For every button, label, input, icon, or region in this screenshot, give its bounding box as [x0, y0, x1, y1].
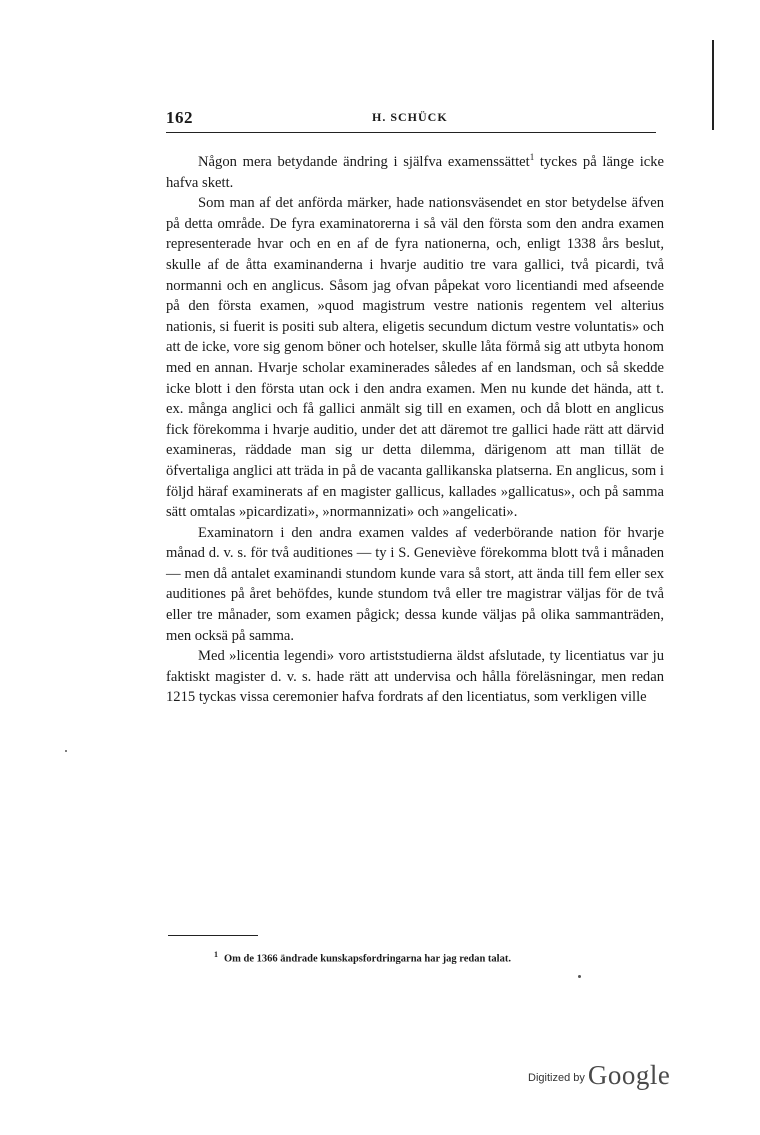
- page-number: 162: [166, 108, 193, 127]
- paragraph-1-text-after: tyckes på länge icke hafva skett.: [166, 154, 665, 191]
- page-edge-line: [712, 40, 714, 130]
- scan-speck: [65, 750, 67, 752]
- google-digitized-watermark: [528, 1054, 670, 1090]
- footnote-rule: [168, 935, 258, 936]
- header-rule: [166, 132, 656, 133]
- scan-speck: [578, 975, 581, 978]
- paragraph-2: Som man af det anförda märker, hade nationsväsendet en stor betydelse äfven på detta område. De fyra examinatorerna i så väl den första som den andra examen representerade hvar och en en af de fyra nationerna, och, enligt 1338 års beslut, skulle af de åtta examinanderna i hvarje auditio tre vara gallici, två picardi, två normanni och en anglicus. Såsom jag ofvan påpekat voro licentiandi med afseende på den första examen, »quod magistrum vestre nationis regentem vel alterius nationis, si fuerit is positi sub altera, eligetis secundum dictum vestre voluntatis» och att de icke, vore sig genom böner och hotelser, skulle låta förmå sig att utbyta honom med en annan. Hvarje scholar examinerades således af en landsman, och så skedde icke blott i den första utan ock i den andra examen. Men nu kunde det hända, att t. ex. många anglici och få gallici anmält sig till en examen, och då blott en anglicus fick förekomma i hvarje auditio, under det att däremot tre gallici hade rätt att därvid examineras, räddade man sig ur detta dilemma, därigenom att man tillät de öfvertaliga anglici att träda in på de vacanta gallikanska platserna. En anglicus, som i följd häraf examinerats af en magister gallicus, kallades »gallicatus», och på samma sätt omtalas »picardizati», »normannizati» och »angelicati».: [166, 195, 664, 521]
- footnote-marker: 1: [214, 950, 218, 959]
- paragraph-4: Med »licentia legendi» voro artiststudierna äldst afslutade, ty licentiatus var ju faktiskt magister d. v. s. hade rätt att undervisa och hålla föreläsningar, men redan 1215 tyckas vissa ceremonier hafva fordrats af den licentiatus, som verkligen ville: [166, 648, 664, 706]
- digitized-by-label: Digitized by: [528, 1072, 585, 1084]
- running-head: [166, 108, 656, 130]
- footnote-text: Om de 1366 ändrade kunskapsfordringarna har jag redan talat.: [224, 953, 511, 965]
- body-text: [166, 152, 664, 708]
- paragraph-1-text: Någon mera betydande ändring i själfva examenssättet: [198, 154, 530, 170]
- footnote: [214, 950, 664, 965]
- footnote-reference: 1: [529, 152, 535, 163]
- paragraph-3: Examinatorn i den andra examen valdes af vederbörande nation för hvarje månad d. v. s. för två auditiones — ty i S. Geneviève förekomma blott två i månaden — men då antalet examinandi stundom kunde vara så stort, att ända till fem eller sex auditiones på året behöfdes, kunde stundom två eller tre magistrar väljas för de två eller tre månader, som examen pågick; dessa kunde väljas på olika sammanträden, men ocksä på samma.: [166, 524, 664, 644]
- paragraph-1: [166, 152, 664, 193]
- google-logo: Google: [587, 1060, 671, 1090]
- running-title: H. SCHÜCK: [372, 110, 448, 124]
